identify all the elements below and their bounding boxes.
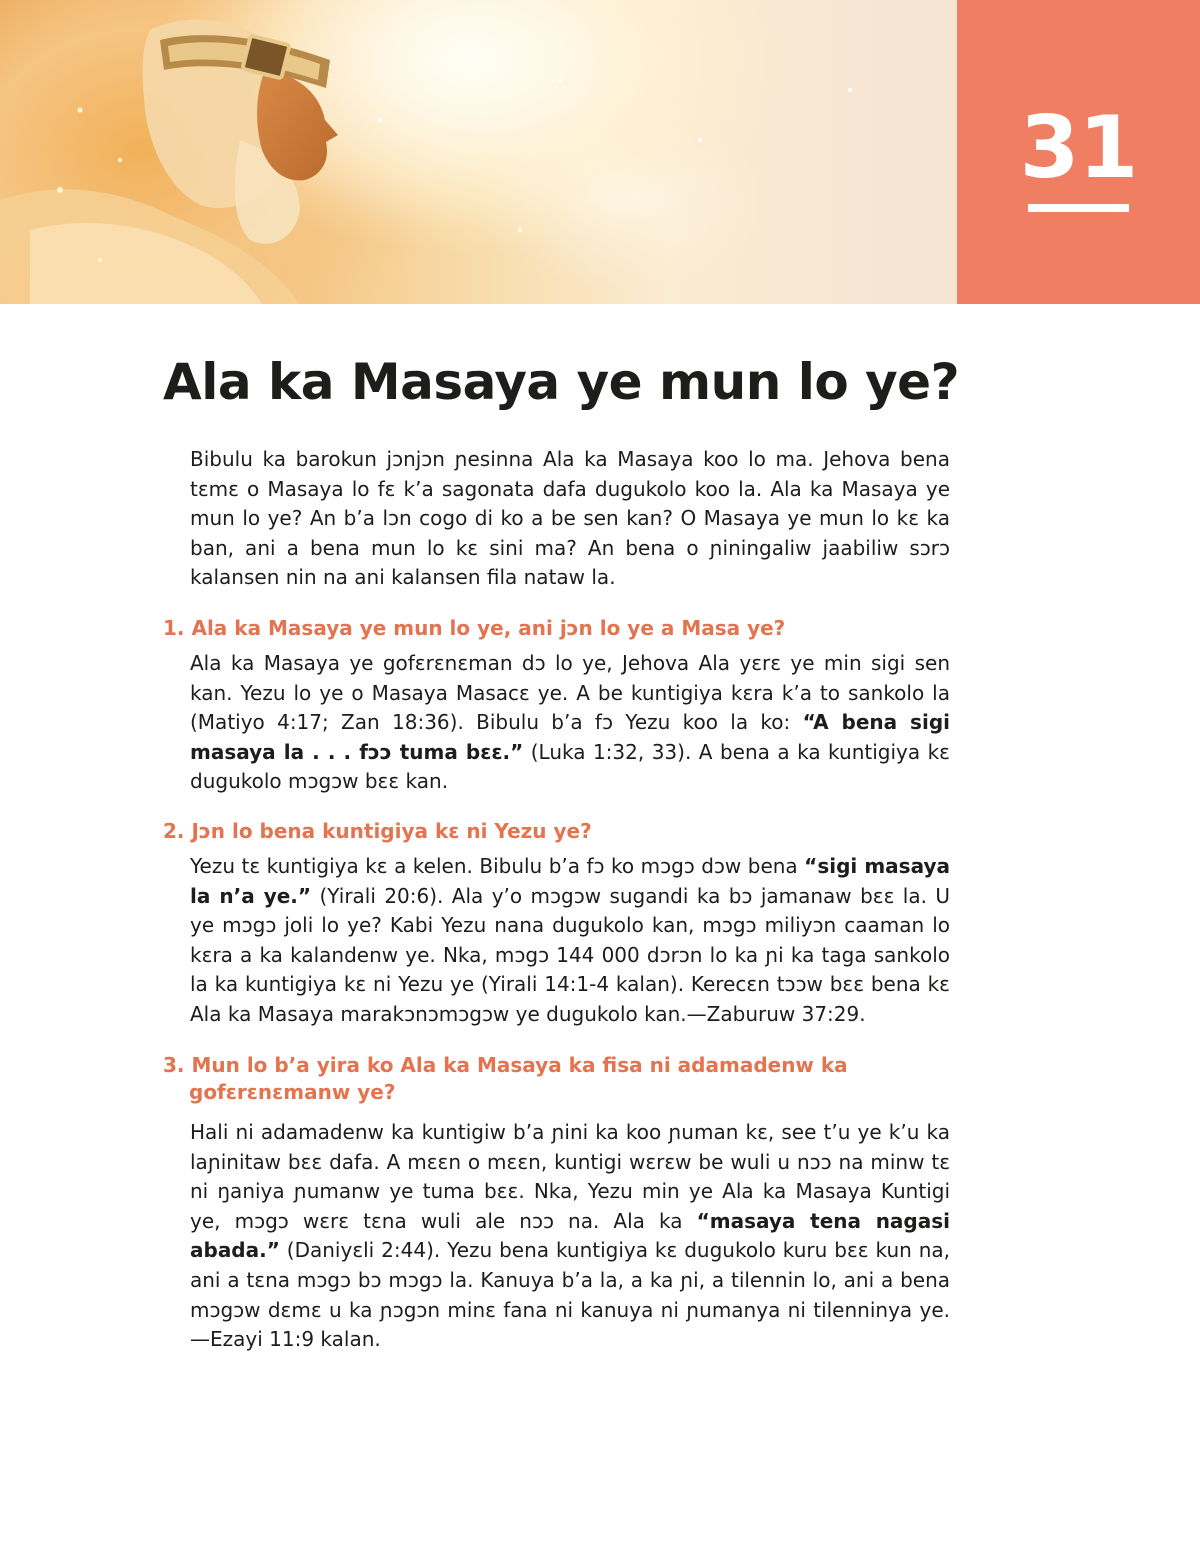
lesson-number: 31 [1019,98,1138,198]
king-figure-illustration [0,0,957,304]
question-2-heading: 2. Jɔn lo bena kuntigiya kɛ ni Yezu ye? [163,819,592,843]
question-3-quote: “masaya tena nagasi abada.” [190,1208,950,1263]
question-2-text-b: (Yirali 20:6). Ala y’o mɔgɔw sugandi ka bɔ jamanaw bɛɛ la. U ye mɔgɔ joli lo ye? Kabi Yezu nana dugukolo kan, mɔgɔ miliyɔn caaman lo kɛra a ka kalandenw ye. Nka, mɔgɔ 144 000 dɔrɔn lo ka ɲi ka taga sankolo la ka kuntigiya kɛ ni Yezu ye (Yirali 14:1-4 kalan). Kerecɛn tɔɔw bɛɛ bena kɛ Ala ka Masaya marakɔnɔmɔgɔw ye dugukolo kan.—Zaburuw 37:29. [190,883,951,1026]
question-1-text-b: (Luka 1:32, 33). A bena a ka kuntigiya kɛ dugukolo mɔgɔw bɛɛ kan. [190,739,950,794]
question-1-text-a: Ala ka Masaya ye gofɛrɛnɛman dɔ lo ye, Jehova Ala yɛrɛ ye min sigi sen kan. Yezu lo ye o Masaya Masacɛ ye. A be kuntigiya kɛra k’a to sankolo la (Matiyo 4:17; Zan 18:36). Bibulu b’a fɔ Yezu koo la ko: [190,651,950,735]
question-1-heading: 1. Ala ka Masaya ye mun lo ye, ani jɔn lo ye a Masa ye? [163,616,786,640]
question-2-answer [190,852,950,1030]
question-3-answer [190,1118,950,1355]
lesson-number-box [957,0,1200,304]
header-illustration [0,0,957,304]
question-3-text-a: Hali ni adamadenw ka kuntigiw b’a ɲini ka koo ɲuman kɛ, see t’u ye k’u ka laɲinitaw bɛɛ dafa. A mɛɛn o mɛɛn, kuntigi wɛrɛw be wuli u nɔɔ na minw tɛ ni ŋaniya ɲumanw ye tuma bɛɛ. Nka, Yezu min ye Ala ka Masaya Kuntigi ye, mɔgɔ wɛrɛ tɛna wuli ale nɔɔ na. Ala ka [190,1120,950,1233]
intro-paragraph: Bibulu ka barokun jɔnjɔn ɲesinna Ala ka Masaya koo lo ma. Jehova bena tɛmɛ o Masaya lo fɛ k’a sagonata dafa dugukolo koo la. Ala ka Masaya ye mun lo ye? An b’a lɔn cogo di ko a be sen kan? O Masaya ye mun lo kɛ ka ban, ani a bena mun lo kɛ sini ma? An bena o ɲiningaliw jaabiliw sɔrɔ kalansen nin na ani kalansen fila nataw la. [190,447,950,590]
question-2-text-a: Yezu tɛ kuntigiya kɛ a kelen. Bibulu b’a fɔ ko mɔgɔ dɔw bena [190,854,805,878]
page-title: Ala ka Masaya ye mun lo ye? [163,353,960,411]
lesson-number-underline [1028,204,1129,212]
question-1-answer [190,649,950,797]
question-3-text-b: (Daniyɛli 2:44). Yezu bena kuntigiya kɛ dugukolo kuru bɛɛ kun na, ani a tɛna mɔgɔ bɔ mɔgɔ la. Kanuya b’a la, a ka ɲi, a tilennin lo, ani a bena mɔgɔw dɛmɛ u ka ɲɔgɔn minɛ fana ni kanuya ni ɲumanya ni tilenninya ye. —Ezayi 11:9 kalan. [190,1238,950,1352]
question-3-heading: 3. Mun lo b’a yira ko Ala ka Masaya ka fisa ni adamadenw ka gofɛrɛnɛmanw ye? [163,1053,848,1104]
question-1-quote: “A bena sigi masaya la . . . fɔɔ tuma bɛɛ.” [190,710,950,764]
question-2-quote: “sigi masaya la n’a ye.” [190,854,950,908]
